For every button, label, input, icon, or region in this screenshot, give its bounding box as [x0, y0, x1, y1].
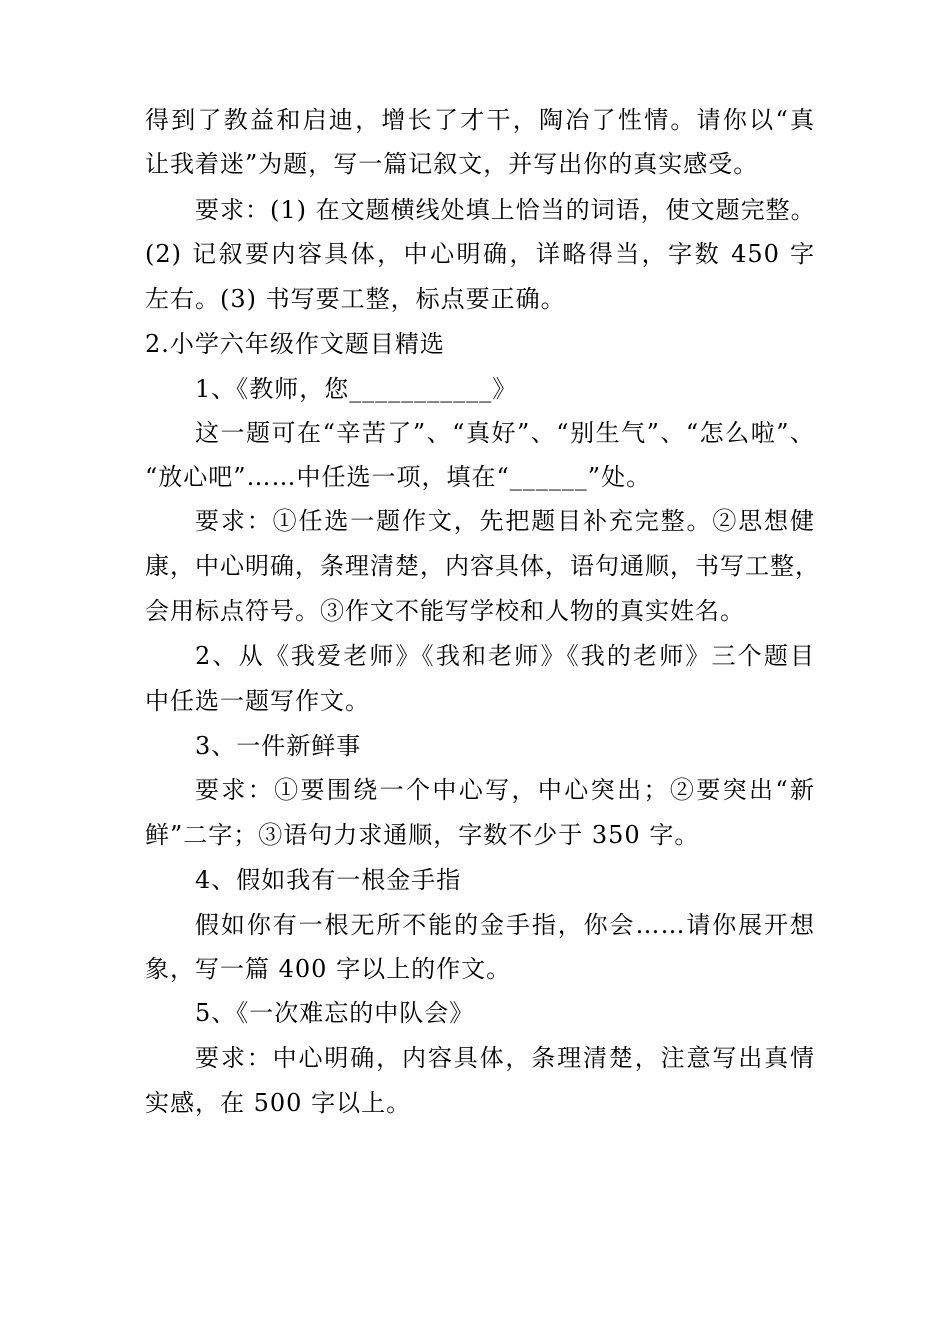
- section-heading: 2.小学六年级作文题目精选: [145, 330, 445, 358]
- text-line: 假如你有一根无所不能的金手指，你会……请你展开想: [195, 911, 815, 939]
- topic-title: 5、《一次难忘的中队会》: [195, 999, 475, 1027]
- text-line: 实感，在 500 字以上。: [145, 1089, 412, 1117]
- text-line: 中任选一题写作文。: [145, 687, 370, 715]
- topic-title: 4、假如我有一根金手指: [195, 866, 462, 894]
- text-line: 得到了教益和启迪，增长了才干，陶冶了性情。请你以“真: [145, 106, 815, 134]
- text-line: 要求：①任选一题作文，先把题目补充完整。②思想健: [195, 507, 815, 535]
- topic-title: 1、《教师，您___________》: [195, 375, 518, 403]
- text-line: 要求：中心明确，内容具体，条理清楚，注意写出真情: [195, 1044, 815, 1072]
- text-line: 这一题可在“辛苦了”、“真好”、“别生气”、“怎么啦”、: [195, 419, 815, 447]
- text-line: 左右。(3) 书写要工整，标点要正确。: [145, 285, 566, 313]
- text-line: 鲜”二字；③语句力求通顺，字数不少于 350 字。: [145, 821, 700, 849]
- text-line: 康，中心明确，条理清楚，内容具体，语句通顺，书写工整，: [145, 552, 820, 580]
- text-line: (2) 记叙要内容具体，中心明确，详略得当，字数 450 字: [145, 240, 815, 268]
- text-line: 要求：①要围绕一个中心写，中心突出；②要突出“新: [195, 776, 815, 804]
- text-line: “放心吧”……中任选一项，填在“______”处。: [145, 463, 652, 491]
- topic-title: 2、从《我爱老师》《我和老师》《我的老师》三个题目: [195, 642, 815, 670]
- text-line: 象，写一篇 400 字以上的作文。: [145, 955, 512, 983]
- text-line: 要求：(1) 在文题横线处填上恰当的词语，使文题完整。: [195, 196, 816, 224]
- text-line: 会用标点符号。③作文不能写学校和人物的真实姓名。: [145, 597, 745, 625]
- text-line: 让我着迷”为题，写一篇记叙文，并写出你的真实感受。: [145, 150, 759, 178]
- topic-title: 3、一件新鲜事: [195, 732, 362, 760]
